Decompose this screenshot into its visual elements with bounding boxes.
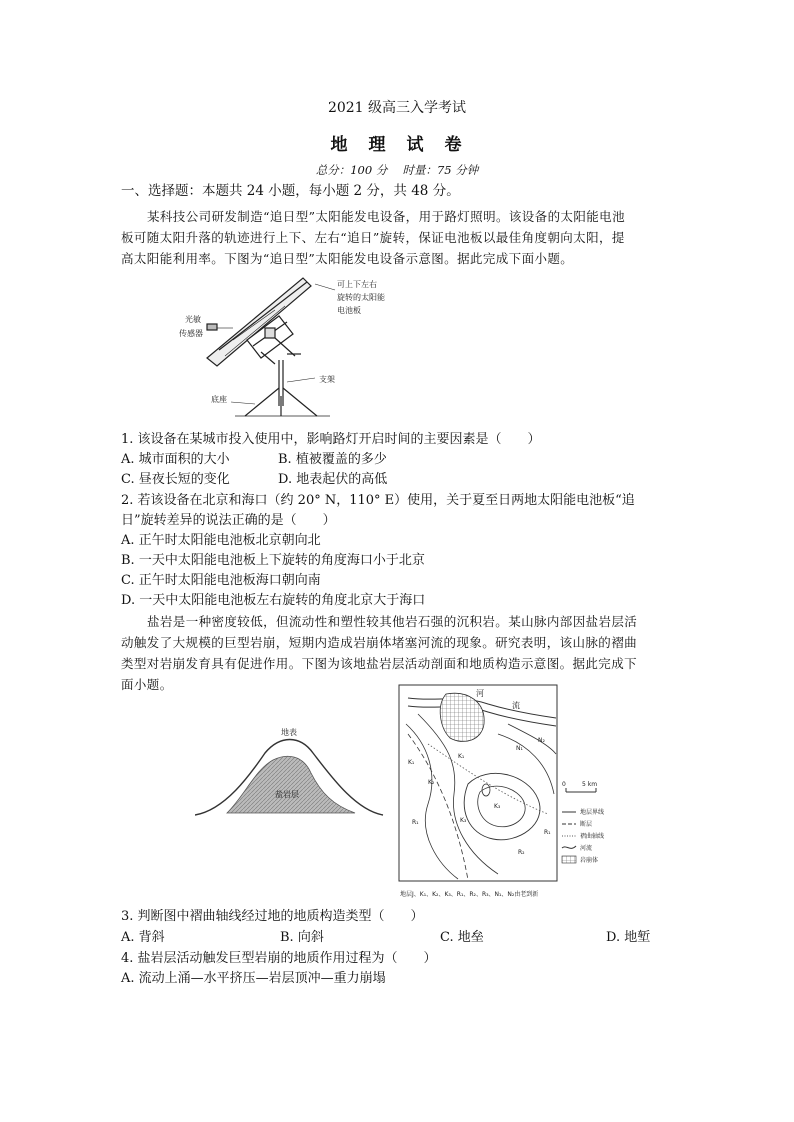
unit-label: R₁ [544,829,551,836]
scale-zero: 0 [562,781,566,788]
passage-1 [121,206,681,269]
geologic-map [398,684,613,906]
salt-body [227,756,355,813]
passage-2-line: 动触发了大规模的巨型岩崩，短期内造成岩崩体堵塞河流的现象。研究表明，该山脉的褶曲 [121,635,638,650]
unit-label: K₃ [460,817,467,824]
passage-1-line: 高太阳能利用率。下图为“追日型”太阳能发电设备示意图。据此完成下面小题。 [121,251,574,266]
subject-title: 地 理 试 卷 [330,135,464,155]
solar-tracker-figure [175,270,405,420]
q3-option-d[interactable]: D. 地堑 [606,930,651,945]
label-base: 底座 [211,395,227,404]
unit-label: R₁ [412,819,419,826]
q3-option-a[interactable]: A. 背斜 [121,930,165,945]
legend-fault: 断层 [580,821,593,828]
question-1-stem: 1. 该设备在某城市投入使用中，影响路灯开启时间的主要因素是（ ） [121,432,541,447]
passage-1-line: 板可随太阳升落的轨迹进行上下、左右“追日”旋转，保证电池板以最佳角度朝向太阳，提 [121,230,625,245]
passage-2-line: 类型对岩崩发育具有促进作用。下图为该地盐岩层活动剖面和地质构造示意图。据此完成下 [121,656,638,671]
q1-option-a[interactable]: A. 城市面积的大小 [121,452,230,467]
unit-label: R₂ [518,849,525,856]
q2-option-a[interactable]: A. 正午时太阳能电池板北京朝向北 [121,533,321,548]
legend-fold-axis: 褶曲轴线 [580,833,605,840]
question-2-stem-cont: 日”旋转差异的说法正确的是（ ） [121,513,336,528]
label-panel: 可上下左右 [337,280,377,289]
q1-option-c[interactable]: C. 昼夜长短的变化 [121,472,230,487]
q4-option-a[interactable]: A. 流动上涌—水平挤压—岩层顶冲—重力崩塌 [121,971,386,986]
passage-2-line: 盐岩是一种密度较低，但流动性和塑性较其他岩石强的沉积岩。某山脉内部因盐岩层活 [147,614,638,629]
unit-label: K₁ [458,753,465,760]
q2-option-d[interactable]: D. 一天中太阳能电池板左右旋转的角度北京大于海口 [121,593,426,608]
question-3-stem: 3. 判断图中褶曲轴线经过地的地质构造类型（ ） [121,909,424,924]
legend-strata: 地层界线 [580,809,605,816]
surface-label: 地表 [281,728,297,737]
question-2-stem: 2. 若该设备在北京和海口（约 20° N，110° E）使用，关于夏至日两地太阳能电池板“追 [121,493,635,508]
river-label-1: 河 [476,689,484,698]
label-stand: 支架 [319,375,335,384]
q1-option-b[interactable]: B. 植被覆盖的多少 [278,452,387,467]
passage-2-line: 面小题。 [121,677,173,692]
unit-label: N₁ [516,745,523,752]
passage-2 [121,611,681,695]
unit-label: K₃ [494,803,501,810]
label-panel-2: 旋转的太阳能 [337,293,385,302]
strata-caption: 地层J、K₁、K₂、K₃、R₁、R₂、R₃、N₁、N₂由老到新 [400,891,539,898]
unit-label: K₁ [408,759,415,766]
unit-label: K₂ [428,779,435,786]
q3-option-c[interactable]: C. 地垒 [440,930,484,945]
q1-option-d[interactable]: D. 地表起伏的高低 [278,472,388,487]
scale-label: 5 km [582,781,598,788]
label-sensor: 光敏 [185,315,201,324]
exam-title: 2021 级高三入学考试 [327,100,467,116]
label-panel-3: 电池板 [337,306,361,315]
exam-meta: 总分：100 分 时量：75 分钟 [315,163,479,177]
salt-label: 盐岩层 [275,790,299,799]
river-label-2: 流 [512,701,520,710]
salt-cross-section [195,725,385,825]
question-4-stem: 4. 盐岩层活动触发巨型岩崩的地质作用过程为（ ） [121,951,437,966]
q3-option-b[interactable]: B. 向斜 [280,930,324,945]
q2-option-b[interactable]: B. 一天中太阳能电池板上下旋转的角度海口小于北京 [121,553,425,568]
passage-1-line: 某科技公司研发制造“追日型”太阳能发电设备，用于路灯照明。该设备的太阳能电池 [147,209,625,224]
q2-option-c[interactable]: C. 正午时太阳能电池板海口朝向南 [121,573,321,588]
label-sensor-2: 传感器 [179,329,203,338]
legend-landslide: 岩崩体 [580,857,599,864]
legend-river: 河流 [580,845,593,852]
section-heading: 一、选择题：本题共 24 小题，每小题 2 分，共 48 分。 [121,183,460,199]
unit-label: N₂ [538,737,545,744]
